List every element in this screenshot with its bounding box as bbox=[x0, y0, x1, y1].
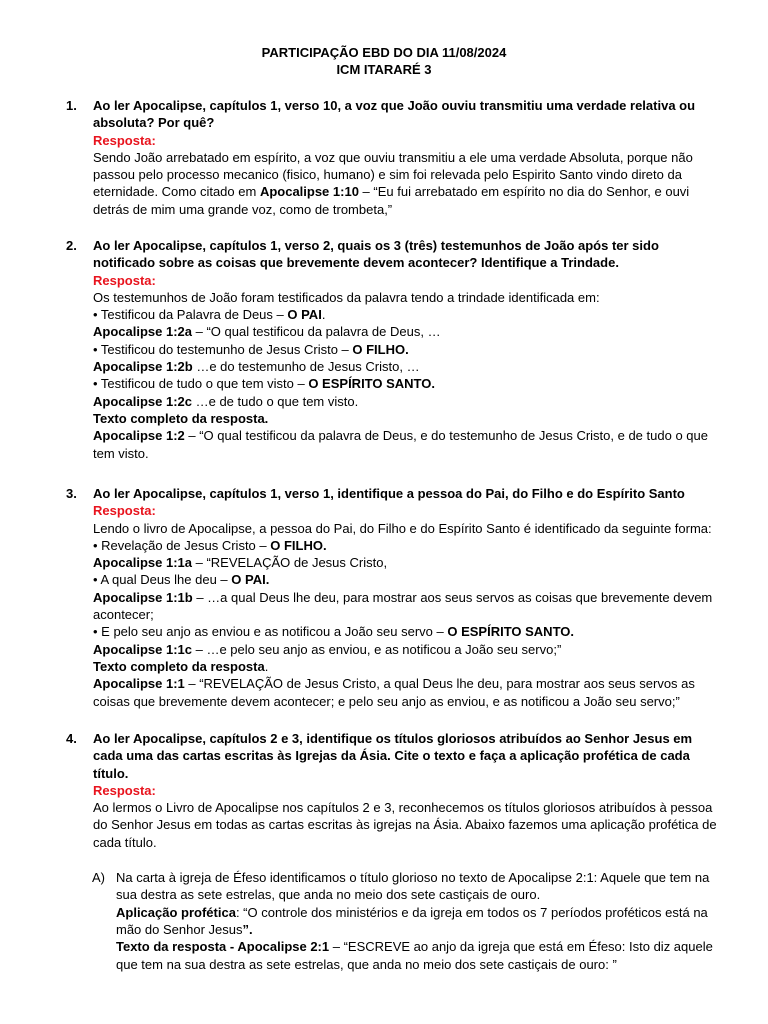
answer-intro: Os testemunhos de João foram testificados da palavra tendo a trindade identificada em: bbox=[93, 289, 600, 305]
answer-reference: Texto da resposta - Apocalipse 2:1 – “ESCREVE ao anjo da igreja que está em Éfeso: Isto diz aquele que tem na sua destra as sete estrelas, que anda no meio dos sete castiçais de ouro: ” bbox=[116, 939, 713, 972]
question-number: 2. bbox=[66, 238, 77, 253]
reference-line: Apocalipse 1:2a – “O qual testificou da palavra de Deus, … bbox=[93, 324, 441, 340]
question-number: 4. bbox=[66, 731, 77, 746]
title-line-2: ICM ITARARÉ 3 bbox=[336, 62, 432, 77]
list-item: • A qual Deus lhe deu – O PAI. bbox=[93, 572, 270, 588]
question-number: 3. bbox=[66, 486, 77, 501]
sub-item-label: A) bbox=[92, 870, 105, 886]
full-text: Apocalipse 1:1 – “REVELAÇÃO de Jesus Cristo, a qual Deus lhe deu, para mostrar aos seus servos as coisas que brevemente devem acontecer; e pelo seu anjo as enviou, e as notificou a João seu servo;” bbox=[93, 676, 695, 709]
reference-line: Apocalipse 1:1b – …a qual Deus lhe deu, para mostrar aos seus servos as coisas que brevemente devem acontecer; bbox=[93, 589, 713, 623]
list-item: • Revelação de Jesus Cristo – O FILHO. bbox=[93, 537, 327, 553]
full-text: Apocalipse 1:2 – “O qual testificou da palavra de Deus, e do testemunho de Jesus Cristo, e de tudo o que tem visto. bbox=[93, 428, 708, 461]
question-3 bbox=[66, 485, 721, 710]
question-2 bbox=[66, 237, 721, 462]
answer-intro: Ao lermos o Livro de Apocalipse nos capítulos 2 e 3, reconhecemos os títulos gloriosos atribuídos à pessoa do Senhor Jesus em todas as cartas escritas às igrejas na Ásia. Abaixo fazemos uma aplicação profética de cada título. bbox=[93, 800, 717, 850]
reference-line: Apocalipse 1:2b …e do testemunho de Jesus Cristo, … bbox=[93, 359, 420, 375]
question-text: Ao ler Apocalipse, capítulos 1, verso 1, identifique a pessoa do Pai, do Filho e do Espírito Santo bbox=[93, 486, 685, 501]
list-item: • E pelo seu anjo as enviou e as notificou a João seu servo – O ESPÍRITO SANTO. bbox=[93, 624, 574, 640]
list-item: • Testificou do testemunho de Jesus Cristo – O FILHO. bbox=[93, 341, 409, 357]
answer-label: Resposta: bbox=[93, 132, 156, 148]
reference-line: Apocalipse 1:1c – …e pelo seu anjo as enviou, e as notificou a João seu servo;” bbox=[93, 641, 562, 657]
question-text: Ao ler Apocalipse, capítulos 2 e 3, identifique os títulos gloriosos atribuídos ao Senhor Jesus em cada uma das cartas escritas às Igrejas da Ásia. Cite o texto e faça a aplicação profética de cada título. bbox=[93, 731, 693, 781]
full-text-label: Texto completo da resposta. bbox=[93, 658, 269, 674]
reference-line: Apocalipse 1:1a – “REVELAÇÃO de Jesus Cristo, bbox=[93, 555, 388, 571]
question-4 bbox=[66, 730, 721, 973]
answer-label: Resposta: bbox=[93, 782, 156, 798]
list-item: • Testificou da Palavra de Deus – O PAI. bbox=[93, 307, 326, 323]
answer-label: Resposta: bbox=[93, 503, 156, 519]
answer-intro: Lendo o livro de Apocalipse, a pessoa do Pai, do Filho e do Espírito Santo é identificado da seguinte forma: bbox=[93, 520, 712, 536]
title-line-1: PARTICIPAÇÃO EBD DO DIA 11/08/2024 bbox=[261, 45, 507, 60]
question-1 bbox=[66, 97, 721, 218]
sub-item-text: Na carta à igreja de Éfeso identificamos o título glorioso no texto de Apocalipse 2:1: Aquele que tem na sua destra as sete estrelas, que anda no meio dos sete castiçais de ouro. bbox=[116, 870, 710, 903]
bible-reference: Apocalipse 1:10 bbox=[259, 184, 359, 200]
question-number: 1. bbox=[66, 98, 77, 113]
question-text: Ao ler Apocalipse, capítulos 1, verso 2, quais os 3 (três) testemunhos de João após ter sido notificado sobre as coisas que brevemente devem acontecer? Identifique a Trindade. bbox=[93, 238, 659, 271]
prophetic-application: Aplicação profética: “O controle dos ministérios e da igreja em todos os 7 períodos proféticos está na mão do Senhor Jesus”. bbox=[116, 904, 708, 937]
document-title bbox=[0, 44, 768, 78]
answer-label: Resposta: bbox=[93, 272, 156, 288]
list-item: • Testificou de tudo o que tem visto – O ESPÍRITO SANTO. bbox=[93, 376, 435, 392]
reference-line: Apocalipse 1:2c …e de tudo o que tem visto. bbox=[93, 393, 359, 409]
question-text: Ao ler Apocalipse, capítulos 1, verso 10, a voz que João ouviu transmitiu uma verdade relativa ou absoluta? Por quê? bbox=[93, 98, 696, 131]
answer-text: Sendo João arrebatado em espírito, a voz que ouviu transmitiu a ele uma verdade Absoluta, porque não passou pelo processo mecanico (fisico, humano) e sim foi relevada pelo Espirito Santo vindo direto da eternidade. Como citado em Apocalipse 1:10 – “Eu fui arrebatado em espírito no dia do Senhor, e ouvi detrás de mim uma grande voz, como de trombeta,” bbox=[93, 149, 693, 217]
sub-item-a bbox=[92, 869, 721, 973]
full-text-label: Texto completo da resposta. bbox=[93, 410, 269, 426]
